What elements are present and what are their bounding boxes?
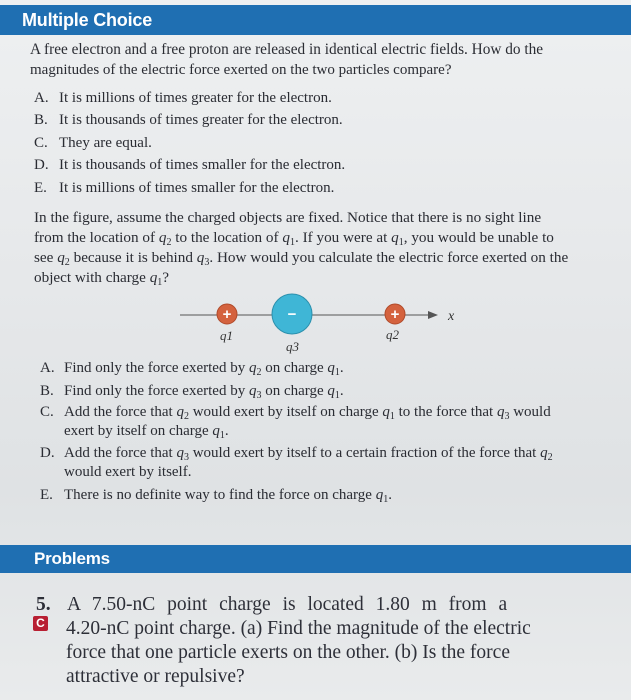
option-letter: B.	[40, 383, 54, 399]
charge-q1	[217, 304, 237, 324]
problem-line-4: attractive or repulsive?	[66, 666, 245, 687]
option-text: It is millions of times smaller for the electron.	[59, 180, 335, 196]
problems-header: Problems	[0, 545, 631, 573]
option-letter: B.	[34, 112, 48, 128]
option-text-continued: exert by itself on charge $q_1$.	[64, 423, 229, 441]
option-letter: E.	[40, 487, 53, 503]
axis-label-x: x	[448, 309, 455, 324]
q1-stem-line-2: magnitudes of the electric force exerted on the two particles compare?	[30, 62, 452, 78]
option-letter: A.	[40, 360, 55, 376]
option-text: Find only the force exerted by $q_3$ on charge $q_1$.	[64, 383, 344, 401]
plus-sign: +	[390, 306, 400, 323]
option-letter: C.	[40, 404, 54, 420]
option-letter: E.	[34, 180, 47, 196]
charge-figure	[180, 290, 470, 360]
c-badge-icon: C	[33, 616, 48, 631]
option-letter: A.	[34, 90, 49, 106]
option-text: Add the force that $q_3$ would exert by itself to a certain fraction of the force that $q_2$	[64, 445, 553, 463]
option-letter: D.	[40, 445, 55, 461]
plus-sign: +	[222, 306, 232, 323]
option-text: There is no definite way to find the force on charge $q_1$.	[64, 487, 392, 505]
axis-arrowhead	[428, 311, 438, 319]
option-letter: D.	[34, 157, 49, 173]
q2-stem-line-2: from the location of $q_2$ to the location of $q_1$. If you were at $q_1$, you would be unable to	[34, 229, 554, 248]
label-q3: q3	[286, 339, 299, 354]
option-text: It is millions of times greater for the electron.	[59, 90, 332, 106]
q1-stem-line-1: A free electron and a free proton are released in identical electric fields. How do the	[30, 41, 544, 58]
problem-line-1: A 7.50-nC point charge is located 1.80 m from a	[67, 594, 508, 615]
problem-line-3: force that one particle exerts on the other. (b) Is the force	[66, 642, 510, 663]
label-q1: q1	[220, 328, 233, 343]
multiple-choice-header: Multiple Choice	[0, 5, 631, 35]
option-text-continued: would exert by itself.	[64, 464, 192, 480]
q2-stem-line-1: In the figure, assume the charged objects are fixed. Notice that there is no sight line	[34, 209, 542, 226]
option-text: Add the force that $q_2$ would exert by itself on charge $q_1$ to the force that $q_3$ would	[64, 404, 551, 422]
option-text: It is thousands of times smaller for the electron.	[59, 157, 346, 173]
option-letter: C.	[34, 135, 48, 151]
problem-line-2: 4.20-nC point charge. (a) Find the magnitude of the electric	[66, 618, 531, 639]
label-q2: q2	[386, 327, 399, 342]
problem-number: 5.	[36, 594, 51, 615]
charge-q3	[272, 294, 312, 334]
minus-sign: −	[287, 306, 297, 323]
q2-stem-line-3: see $q_2$ because it is behind $q_3$. How would you calculate the electric force exerted on the	[34, 249, 569, 268]
option-text: Find only the force exerted by $q_2$ on charge $q_1$.	[64, 360, 344, 378]
option-text: They are equal.	[59, 135, 152, 151]
charge-q2	[385, 304, 405, 324]
q2-stem-line-4: object with charge $q_1$?	[34, 269, 170, 288]
option-text: It is thousands of times greater for the electron.	[59, 112, 343, 128]
